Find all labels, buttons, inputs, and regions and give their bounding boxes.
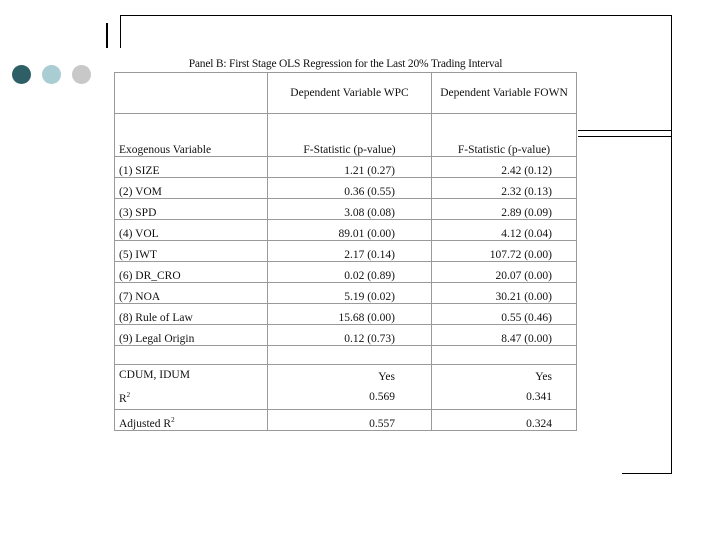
adj-r2-fown: 0.324 — [432, 409, 577, 430]
dum-fown: Yes — [535, 370, 552, 383]
row-fown-value: 4.12 (0.04) — [432, 220, 577, 241]
row-wpc-value: 15.68 (0.00) — [268, 304, 432, 325]
r2-label-line — [119, 385, 263, 409]
row-label: (2) VOM — [115, 178, 268, 199]
frame-right-line — [671, 15, 672, 474]
row-wpc-value: 0.36 (0.55) — [268, 178, 432, 199]
table-row — [115, 178, 577, 199]
table-row — [115, 241, 577, 262]
blank-cell — [432, 346, 577, 365]
row-wpc-value: 3.08 (0.08) — [268, 199, 432, 220]
table-dummy-r2-row — [115, 365, 577, 410]
blank-cell — [268, 346, 432, 365]
blank-cell — [115, 346, 268, 365]
dummy-r2-labels — [115, 365, 268, 410]
regression-table-image — [114, 50, 577, 430]
row-wpc-value: 5.19 (0.02) — [268, 283, 432, 304]
row-fown-value: 2.42 (0.12) — [432, 157, 577, 178]
row-label: (6) DR_CRO — [115, 262, 268, 283]
table-row — [115, 325, 577, 346]
row-fown-value: 0.55 (0.46) — [432, 304, 577, 325]
adj-r2-sup: 2 — [171, 416, 175, 424]
row-label: (4) VOL — [115, 220, 268, 241]
row-fown-value: 20.07 (0.00) — [432, 262, 577, 283]
header-empty-cell — [115, 73, 268, 114]
bullet-dot-dark — [12, 65, 31, 84]
row-wpc-value: 89.01 (0.00) — [268, 220, 432, 241]
row-wpc-value: 1.21 (0.27) — [268, 157, 432, 178]
table-row — [115, 199, 577, 220]
row-wpc-value: 2.17 (0.14) — [268, 241, 432, 262]
row-label: (8) Rule of Law — [115, 304, 268, 325]
subheader-fstat-fown: F-Statistic (p-value) — [432, 114, 577, 157]
row-fown-value: 2.32 (0.13) — [432, 178, 577, 199]
row-label: (5) IWT — [115, 241, 268, 262]
frame-bottom-line — [622, 473, 672, 474]
r2-label: R — [119, 392, 127, 405]
regression-table — [114, 72, 577, 431]
table-header-row — [115, 73, 577, 114]
row-fown-value: 30.21 (0.00) — [432, 283, 577, 304]
adj-r2-label-cell — [115, 409, 268, 430]
row-wpc-value: 0.02 (0.89) — [268, 262, 432, 283]
table-row — [115, 220, 577, 241]
subheader-exogenous: Exogenous Variable — [115, 114, 268, 157]
dum-wpc: Yes — [378, 370, 395, 383]
bullet-dot-gray — [72, 65, 91, 84]
table-subheader-row — [115, 114, 577, 157]
dummy-r2-wpc — [268, 365, 432, 410]
frame-left-line — [120, 15, 121, 48]
table-row — [115, 262, 577, 283]
row-label: (9) Legal Origin — [115, 325, 268, 346]
row-wpc-value: 0.12 (0.73) — [268, 325, 432, 346]
title-accent-bar — [106, 23, 108, 48]
table-row — [115, 283, 577, 304]
row-fown-value: 8.47 (0.00) — [432, 325, 577, 346]
subheader-fstat-wpc: F-Statistic (p-value) — [268, 114, 432, 157]
dum-label: CDUM, IDUM — [119, 369, 190, 381]
row-fown-value: 2.89 (0.09) — [432, 199, 577, 220]
row-label: (3) SPD — [115, 199, 268, 220]
bullet-dot-light — [42, 65, 61, 84]
dummy-r2-fown — [432, 365, 577, 410]
adj-r2-wpc: 0.557 — [268, 409, 432, 430]
table-row — [115, 157, 577, 178]
table-row — [115, 304, 577, 325]
r2-wpc: 0.569 — [369, 390, 395, 403]
row-label: (1) SIZE — [115, 157, 268, 178]
r2-sup: 2 — [126, 391, 131, 399]
row-fown-value: 107.72 (0.00) — [432, 241, 577, 262]
header-wpc: Dependent Variable WPC — [268, 73, 432, 114]
double-rule — [578, 130, 672, 137]
row-label: (7) NOA — [115, 283, 268, 304]
table-blank-row — [115, 346, 577, 365]
panel-title: Panel B: First Stage OLS Regression for the Last 20% Trading Interval — [188, 58, 503, 70]
frame-top-line — [120, 15, 672, 16]
r2-fown: 0.341 — [526, 390, 552, 403]
adj-r2-label: Adjusted R — [119, 417, 172, 430]
table-adj-r2-row — [115, 409, 577, 430]
header-fown: Dependent Variable FOWN — [432, 73, 577, 114]
